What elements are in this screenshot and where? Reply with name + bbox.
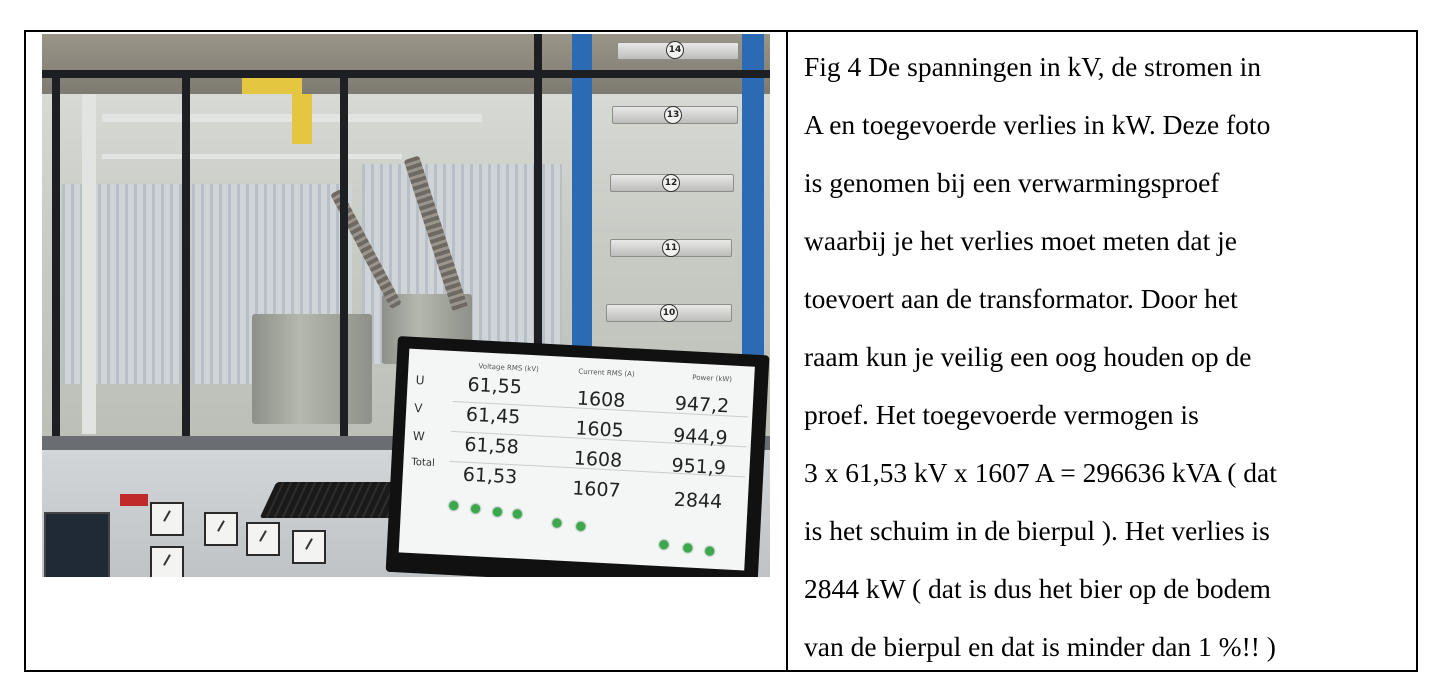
shelf-number: 11 (662, 239, 680, 257)
caption-line: raam kun je veilig een oog houden op de (804, 341, 1252, 372)
row-label-total: Total (411, 456, 436, 470)
blue-rack (742, 34, 764, 394)
console-screen (44, 512, 110, 577)
caption-line: van de bierpul en dat is minder dan 1 %!! ) (804, 631, 1276, 662)
steel-column (82, 94, 96, 434)
analog-meter (204, 512, 238, 546)
current-v: 1605 (574, 417, 625, 442)
status-led (683, 543, 692, 552)
shelf-number: 14 (666, 41, 684, 59)
shelf-number: 13 (664, 106, 682, 124)
crane-part (292, 94, 312, 144)
status-led (449, 501, 458, 510)
power-w: 951,9 (671, 454, 727, 480)
analog-meter (150, 502, 184, 536)
current-w: 1608 (573, 447, 623, 472)
voltage-header: Voltage RMS (kV) (478, 362, 540, 374)
analog-meter (292, 530, 326, 564)
window-frame (52, 70, 60, 440)
caption-line: A en toegevoerde verlies in kW. Deze foto (804, 109, 1271, 140)
status-led (552, 518, 561, 527)
voltage-w: 61,58 (463, 433, 520, 459)
current-header: Current RMS (A) (578, 367, 635, 379)
caption-line: Fig 4 De spanningen in kV, de stromen in (804, 51, 1262, 82)
voltage-u: 61,55 (466, 373, 523, 399)
window-frame (340, 70, 348, 440)
row-label-w: W (412, 428, 426, 444)
current-u: 1608 (576, 387, 626, 412)
status-led (471, 504, 480, 513)
analog-meter (246, 522, 280, 556)
figure-caption (804, 38, 1408, 676)
voltage-total: 61,53 (462, 463, 518, 489)
caption-line: 2844 kW ( dat is dus het bier op de bodem (804, 573, 1271, 604)
caption-line: toevoert aan de transformator. Door het (804, 283, 1238, 314)
voltage-v: 61,45 (465, 403, 521, 429)
measurement-monitor (386, 336, 770, 577)
caption-line: waarbij je het verlies moet meten dat je (804, 225, 1237, 256)
measurement-display (399, 349, 755, 571)
wall-panel (62, 184, 182, 384)
window-frame (182, 78, 190, 440)
shelf-number: 10 (660, 304, 678, 322)
status-led (493, 507, 502, 516)
transformer (252, 314, 372, 424)
caption-line: proef. Het toegevoerde vermogen is (804, 399, 1199, 430)
column-divider (786, 32, 788, 670)
status-led (576, 522, 585, 531)
status-led (659, 540, 668, 549)
current-total: 1607 (571, 477, 622, 502)
status-led (513, 509, 522, 518)
console-label (120, 494, 148, 506)
caption-line: is genomen bij een verwarmingsproef (804, 167, 1220, 198)
power-u: 947,2 (674, 392, 730, 418)
caption-line: is het schuim in de bierpul ). Het verlies is (804, 515, 1270, 546)
status-led (705, 546, 714, 555)
control-room-photo (42, 34, 770, 577)
window-frame (42, 70, 770, 78)
power-header: Power (kW) (692, 373, 733, 384)
shelf-number: 12 (662, 174, 680, 192)
figure-table (24, 30, 1418, 672)
caption-line: 3 x 61,53 kV x 1607 A = 296636 kVA ( dat (804, 457, 1277, 488)
row-label-u: U (415, 372, 425, 388)
power-total: 2844 (673, 488, 723, 514)
power-v: 944,9 (672, 424, 729, 450)
steel-beam (102, 154, 402, 159)
analog-meter (150, 546, 184, 577)
row-label-v: V (413, 400, 423, 416)
